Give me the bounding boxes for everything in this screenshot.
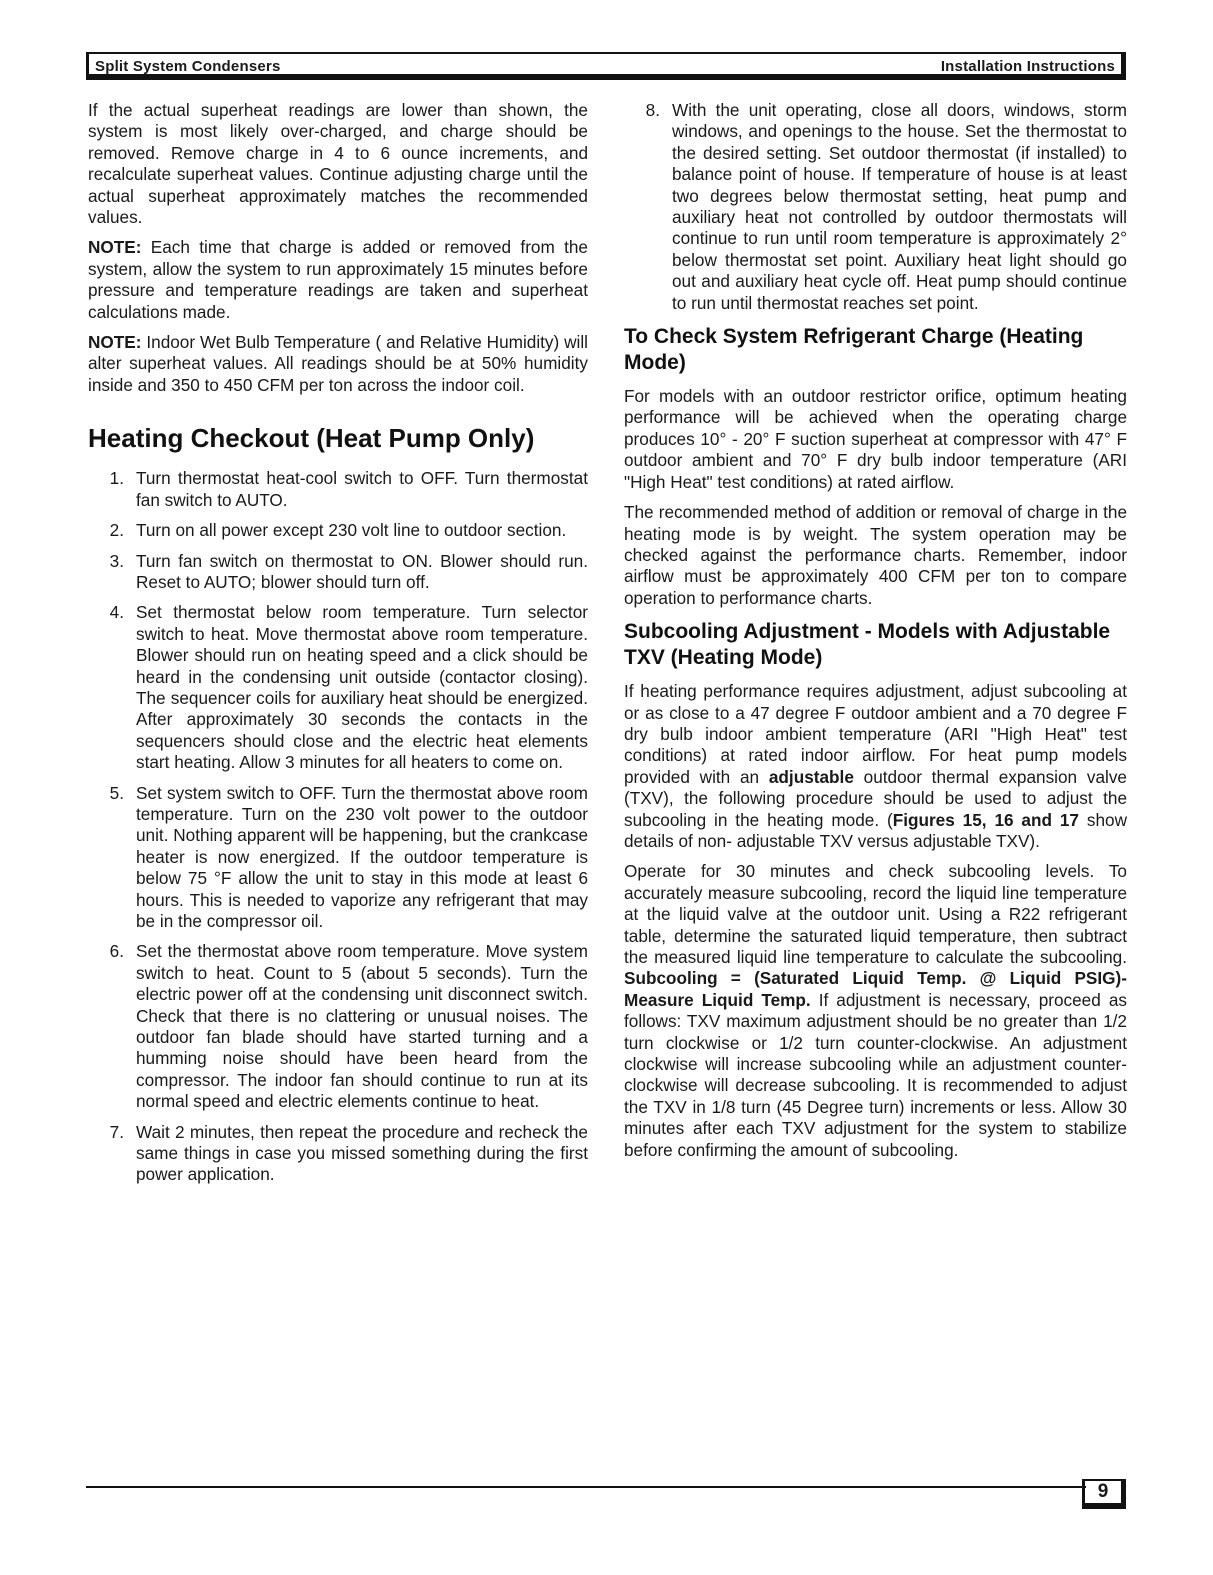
checkout-steps-list xyxy=(88,468,588,1186)
superheat-paragraph: If the actual superheat readings are lower than shown, the system is most likely over-charged, and charge should be removed. Remove charge in 4 to 6 ounce increments, and recalculate superheat values. Continue adjusting charge until the actual superheat approximately matches the recommended values. xyxy=(88,100,588,228)
step-number: 5. xyxy=(109,782,124,803)
step-number: 8. xyxy=(645,100,660,120)
text-run: If heating performance requires adjustment, adjust subcooling at or as close to a 47 degree F outdoor ambient and a 70 degree F dry bulb indoor ambient temperature (ARI "High Heat" test conditions) at rated indoor airflow. For heat pump models provided with an xyxy=(624,681,1127,787)
step-text: With the unit operating, close all doors, windows, storm windows, and openings to the house. Set the thermostat to the desired setting. Set outdoor thermostat (if installed) to balance point of house. If temperature of house is at least two degrees below thermostat setting, heat pump and auxiliary heat not controlled by outdoor thermostats will continue to run until room temperature is approximately 2° below thermostat set point. Auxiliary heat light should go out and auxiliary heat cycle off. Heat pump should continue to run until thermostat reaches set point. xyxy=(672,100,1127,313)
text-run: Operate for 30 minutes and check subcooling levels. To accurately measure subcooling, record the liquid line temperature at the liquid valve at the outdoor unit. Using a R22 refrigerant table, determine the saturated liquid temperature, then subtract the measured liquid line temperature to calculate the subcooling. xyxy=(624,861,1127,967)
left-column xyxy=(88,100,588,1195)
step-item xyxy=(88,468,588,511)
charge-method-paragraph: The recommended method of addition or removal of charge in the heating mode is by weight. The system operation may be checked against the performance charts. Remember, indoor airflow must be approximately 400 CFM per ton to compare operation to performance charts. xyxy=(624,502,1127,608)
note-text: Each time that charge is added or removed from the system, allow the system to run approximately 15 minutes before pressure and temperature readings are taken and superheat calculations made. xyxy=(88,237,588,322)
page-header xyxy=(86,52,1126,80)
note-label: NOTE: xyxy=(88,237,142,258)
text-run: If adjustment is necessary, proceed as follows: TXV maximum adjustment should be no greater than 1/2 turn clockwise or 1/2 turn counter-clockwise. An adjustment clockwise will increase subcooling while an adjustment counter-clockwise will decrease subcooling. It is recommended to adjust the TXV in 1/8 turn (45 Degree turn) increments or less. Allow 30 minutes after each TXV adjustment for the system to stabilize before confirming the amount of subcooling. xyxy=(624,989,1127,1160)
figure-reference: Figures 15, 16 and 17 xyxy=(892,809,1079,830)
step-text: Wait 2 minutes, then repeat the procedure and recheck the same things in case you missed something during the first power application. xyxy=(136,1121,588,1185)
header-title-right: Installation Instructions xyxy=(940,58,1115,75)
step-text: Turn thermostat heat-cool switch to OFF. Turn thermostat fan switch to AUTO. xyxy=(136,468,588,510)
step-number: 1. xyxy=(109,468,124,489)
step-item xyxy=(88,520,588,541)
step-item xyxy=(88,602,588,773)
footer-rule xyxy=(86,1486,1086,1488)
step-item xyxy=(88,1122,588,1186)
note-label: NOTE: xyxy=(88,332,142,353)
step-text: Turn on all power except 230 volt line to outdoor section. xyxy=(136,520,567,541)
step-number: 2. xyxy=(109,520,124,541)
text-run: show details of non- adjustable TXV versus adjustable TXV). xyxy=(624,809,1127,851)
header-title-left: Split System Condensers xyxy=(95,58,281,75)
step-text: Set the thermostat above room temperature. Move system switch to heat. Count to 5 (about 5 seconds). Turn the electric power off at the condensing unit disconnect switch. Check that there is no clattering or unusual noises. The outdoor fan blade should have started turning and a humming noise should have been heard from the compressor. The indoor fan should continue to run at its normal speed and electric elements continue to heat. xyxy=(136,941,588,1112)
note-text: Indoor Wet Bulb Temperature ( and Relative Humidity) will alter superheat values. All readings should be at 50% humidity inside and 350 to 450 CFM per ton across the indoor coil. xyxy=(88,332,588,395)
right-column xyxy=(624,100,1127,1170)
step-number: 4. xyxy=(109,602,124,623)
checkout-steps-list-continued xyxy=(624,100,1127,314)
step-text: Set thermostat below room temperature. Turn selector switch to heat. Move thermostat above room temperature. Blower should run on heating speed and a click should be heard in the condensing unit outside (contactor closing). The sequencer coils for auxiliary heat should be energized. After approximately 30 seconds the contacts in the sequencers should close and the electric heat elements start heating. Allow 3 minutes for all heaters to come on. xyxy=(136,602,588,773)
step-text: Turn fan switch on thermostat to ON. Blower should run. Reset to AUTO; blower should turn off. xyxy=(136,550,588,592)
step-text: Set system switch to OFF. Turn the thermostat above room temperature. Turn on the 230 volt power to the outdoor unit. Nothing apparent will be happening, but the crankcase heater is now energized. If the outdoor temperature is below 75 °F allow the unit to stay in this mode at least 6 hours. This is needed to vaporize any refrigerant that may be in the compressor oil. xyxy=(136,782,588,931)
subcooling-heading: Subcooling Adjustment - Models with Adjustable TXV (Heating Mode) xyxy=(624,620,1111,670)
refrigerant-charge-heading: To Check System Refrigerant Charge (Heating Mode) xyxy=(624,325,1084,375)
subcooling-formula: Subcooling = (Saturated Liquid Temp. @ Liquid PSIG)-Measure Liquid Temp. xyxy=(624,968,1127,1010)
subcooling-paragraph-2 xyxy=(624,861,1127,1161)
text-run: outdoor thermal expansion valve (TXV), the following procedure should be used to adjust the subcooling in the heating mode. ( xyxy=(624,766,1127,830)
subcooling-paragraph-1 xyxy=(624,681,1127,852)
step-item xyxy=(88,941,588,1112)
step-number: 3. xyxy=(109,550,124,571)
bold-run: adjustable xyxy=(768,766,854,787)
orifice-paragraph: For models with an outdoor restrictor orifice, optimum heating performance will be achieved when the operating charge produces 10° - 20° F suction superheat at compressor with 47° F outdoor ambient and 70° F dry bulb indoor temperature (ARI "High Heat" test conditions) at rated airflow. xyxy=(624,386,1127,492)
note-paragraph-1 xyxy=(88,237,588,323)
step-item xyxy=(88,783,588,933)
step-number: 7. xyxy=(109,1121,124,1142)
heating-checkout-heading: Heating Checkout (Heat Pump Only) xyxy=(88,423,535,454)
note-paragraph-2 xyxy=(88,332,588,396)
step-item xyxy=(88,551,588,594)
page-number: 9 xyxy=(1082,1479,1126,1509)
step-item xyxy=(624,100,1127,314)
step-number: 6. xyxy=(109,941,124,962)
